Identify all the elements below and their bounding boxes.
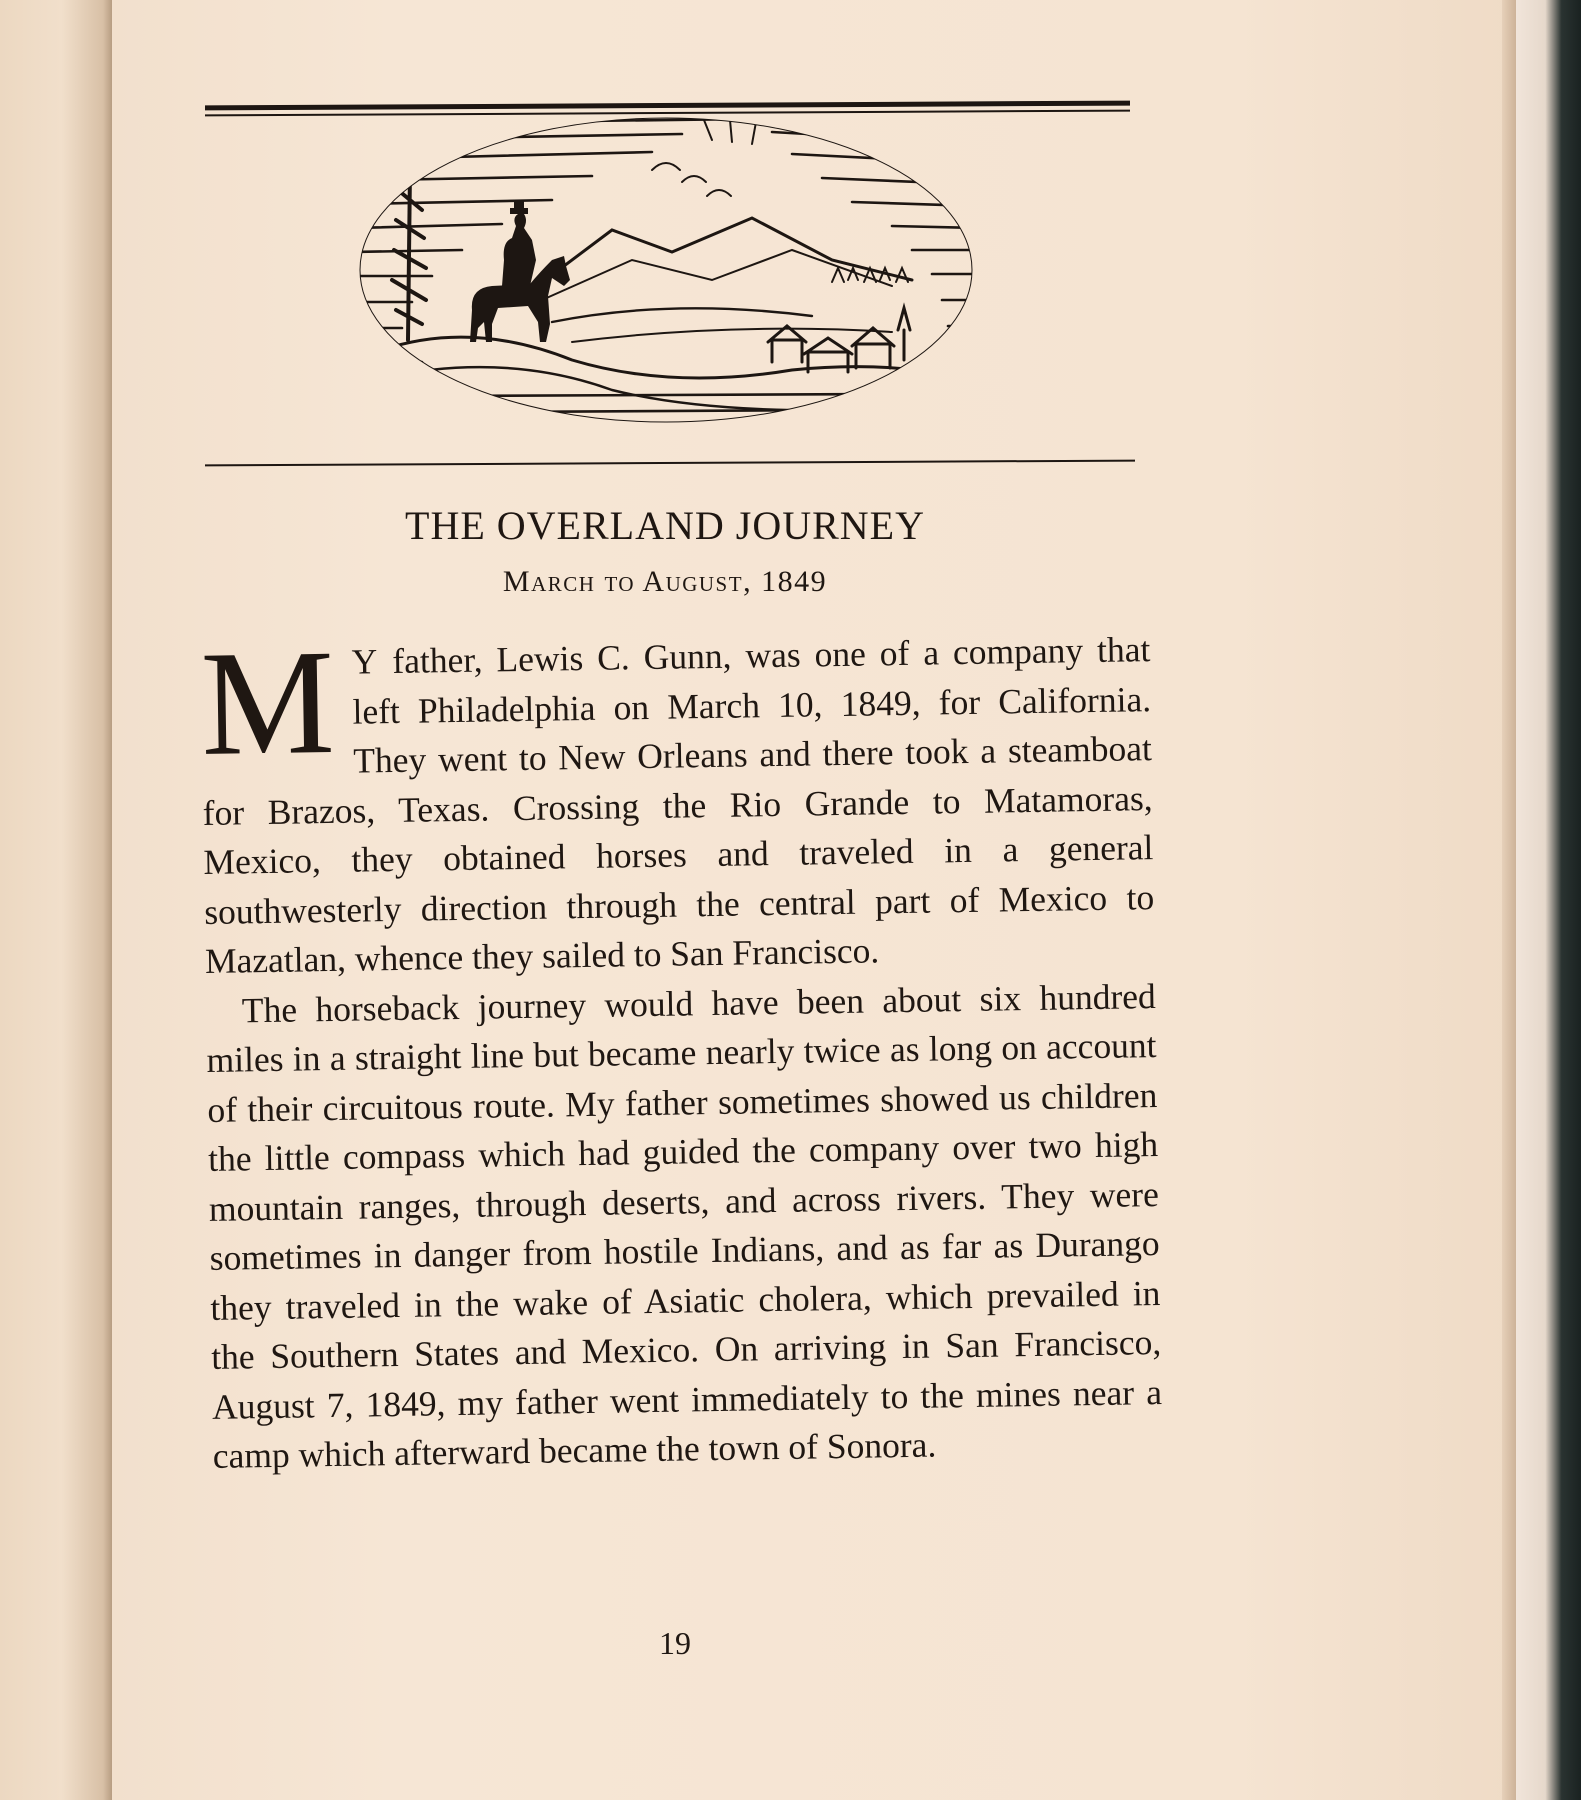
lead-letter: Y [351,641,379,682]
paragraph-1-text: father, Lewis C. Gunn, was one of a company that left Philadelphia on March 10, 1849, for California. They went to New Orleans and there took a steamboat for Brazos, Texas. Crossing the Rio Grande to Matamoras, Mexico, they obtained horses and traveled in a general southwesterly direction through the central part of Mexico to Mazatlan, whence they sailed to San Francisco. [202,629,1155,981]
paragraph-2: The horseback journey would have been about six hundred miles in a straight line but became nearly twice as long on account of their circuitous route. My father sometimes showed us children the little compass which had guided the company over two high mountain ranges, through deserts, and across rivers. They were sometimes in danger from hostile Indians, and as far as Durango they traveled in the wake of Asiatic cholera, which prevailed in the Southern States and Mexico. On arriving in San Francisco, August 7, 1849, my father went immediately to the mines near a camp which afterward became the town of Sonora. [206,975,1163,1476]
page-edge [1502,0,1516,1800]
facing-page [0,0,112,1800]
drop-cap: M [199,618,336,787]
paragraph-1 [199,618,1155,986]
body-text [199,618,1163,1481]
landscape-vignette-icon [352,110,980,430]
chapter-subtitle: March to August, 1849 [502,565,828,598]
chapter-title: THE OVERLAND JOURNEY [405,503,925,548]
page-number: 19 [659,1625,691,1661]
book-cover [1516,0,1581,1800]
